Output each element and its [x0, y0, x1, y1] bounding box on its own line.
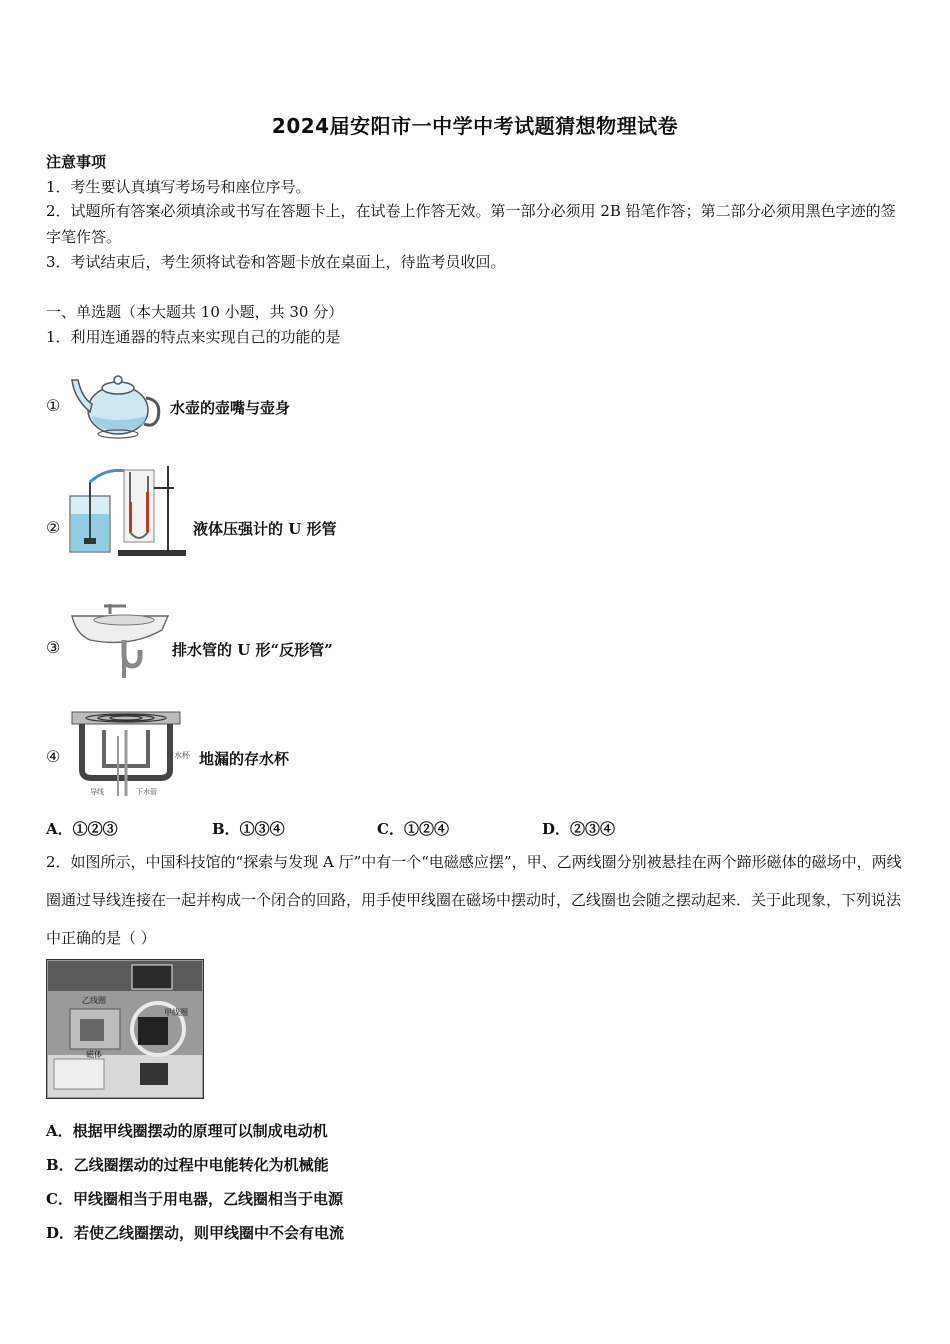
- photo-label-left: 乙线圈: [82, 996, 106, 1005]
- notice-item-2: 2．试题所有答案必须填涂或书写在答题卡上，在试卷上作答无效。第一部分必须用 2B 铅笔作答；第二部分必须用黑色字迹的签字笔作答。: [46, 202, 896, 246]
- q1-choice-a[interactable]: A．①②③: [46, 820, 118, 838]
- notice-item-1: 1．考生要认真填写考场号和座位序号。: [46, 178, 311, 196]
- q1-choice-c[interactable]: C．①②④: [377, 820, 449, 838]
- pressure-gauge-icon: [68, 462, 190, 558]
- floor-drain-label-left: 导线: [90, 788, 104, 796]
- item-4-number: ④: [46, 747, 61, 766]
- sink-trap-icon: [70, 600, 170, 680]
- q2-option-c[interactable]: C．甲线圈相当于用电器，乙线圈相当于电源: [46, 1190, 343, 1208]
- q2-option-a[interactable]: A．根据甲线圈摆动的原理可以制成电动机: [46, 1122, 328, 1140]
- item-3-number: ③: [46, 638, 61, 657]
- section-heading: 一、单选题（本大题共 10 小题，共 30 分）: [46, 303, 344, 321]
- photo-label-magnet: 磁体: [86, 1050, 102, 1059]
- notice-item-3: 3．考试结束后，考生须将试卷和答题卡放在桌面上，待监考员收回。: [46, 253, 506, 271]
- floor-drain-icon: [68, 706, 200, 798]
- notice-heading: 注意事项: [46, 153, 107, 171]
- floor-drain-label-cup: 存水杯: [166, 751, 190, 760]
- electromagnetic-pendulum-photo: [46, 959, 204, 1099]
- item-2-number: ②: [46, 518, 61, 537]
- q2-option-b[interactable]: B．乙线圈摆动的过程中电能转化为机械能: [46, 1156, 329, 1174]
- floor-drain-label-right: 下水管: [136, 788, 157, 796]
- photo-label-right: 甲线圈: [164, 1008, 188, 1017]
- item-3-text: 排水管的 U 形“反形管”: [172, 641, 333, 659]
- item-1-number: ①: [46, 396, 61, 415]
- q2-option-d[interactable]: D．若使乙线圈摆动，则甲线圈中不会有电流: [46, 1224, 345, 1242]
- q1-choice-d[interactable]: D．②③④: [542, 820, 616, 838]
- item-1-text: 水壶的壶嘴与壶身: [170, 399, 291, 417]
- teapot-icon: [68, 358, 164, 440]
- q1-choice-b[interactable]: B．①③④: [212, 820, 285, 838]
- page-title: 2024届安阳市一中学中考试题猜想物理试卷: [271, 114, 679, 138]
- item-2-text: 液体压强计的 U 形管: [193, 520, 337, 538]
- item-4-text: 地漏的存水杯: [199, 750, 290, 768]
- question-2-stem: 2．如图所示，中国科技馆的“探索与发现 A 厅”中有一个“电磁感应摆”，甲、乙两线圈分别被悬挂在两个蹄形磁体的磁场中，两线圈通过导线连接在一起并构成一个闭合的回路，用手使甲线圈在磁场中摆动时，乙线圈也会随之摆动起来．关于此现象，下列说法中正确的是（ ）: [46, 853, 902, 947]
- question-1-stem: 1．利用连通器的特点来实现自己的功能的是: [46, 328, 341, 346]
